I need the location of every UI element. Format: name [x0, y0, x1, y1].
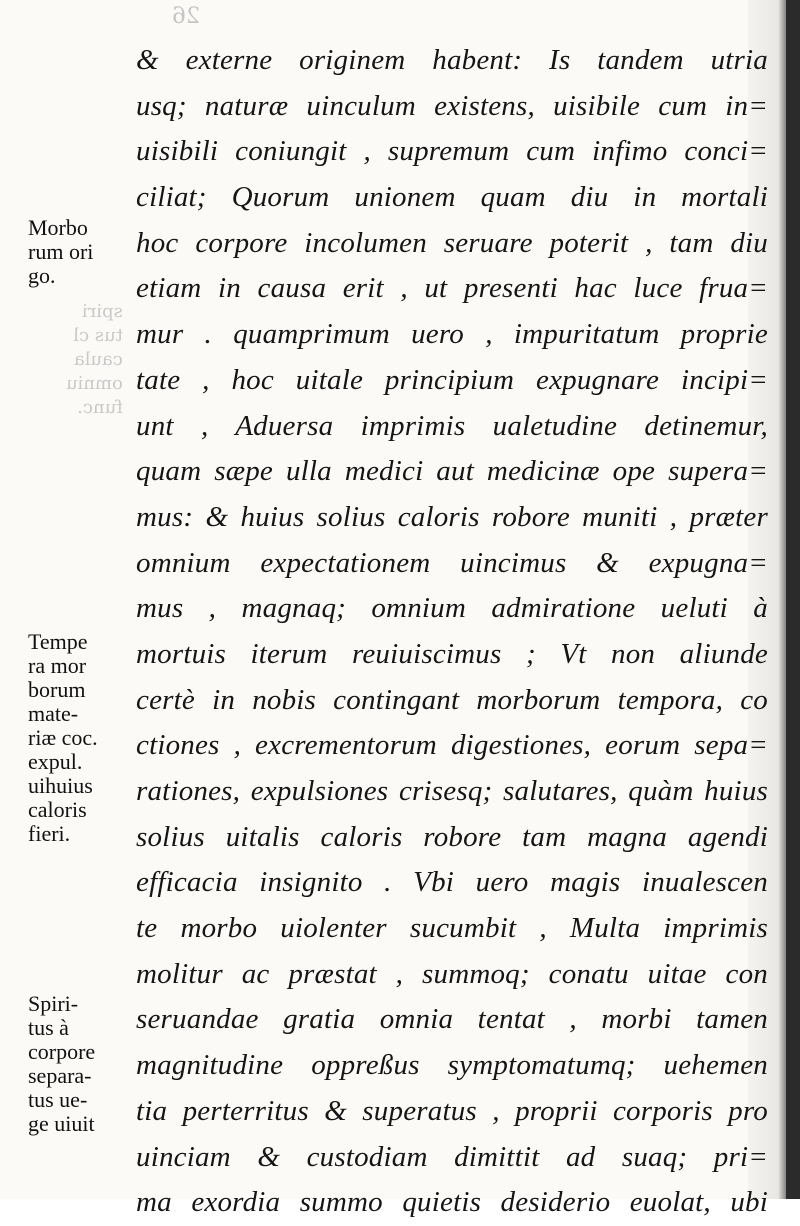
text-line: tate , hoc uitale principium expugnare incipi=: [136, 363, 768, 396]
margin-note-morborum-origo: [28, 216, 132, 288]
margin-note-line: fieri.: [28, 821, 71, 846]
bleed-through-margin: [66, 300, 123, 420]
margin-note-line: separa-: [28, 1063, 92, 1088]
margin-note-line: Spiri-: [28, 991, 79, 1016]
margin-note-line: ra mor: [28, 653, 87, 678]
main-text-block: [136, 38, 768, 1226]
margin-note-line: expul.: [28, 749, 83, 774]
margin-note-line: uihuius: [28, 773, 93, 798]
text-line: magnitudine oppreßus symptomatumq; uehemen: [136, 1049, 768, 1082]
bleed-through-line: spiri: [81, 301, 123, 322]
margin-note-line: rum ori: [28, 239, 94, 264]
text-line: etiam in causa erit , ut presenti hac luce frua=: [136, 272, 768, 305]
text-line: te morbo uiolenter sucumbit , Multa imprimis: [136, 912, 768, 945]
margin-note-line: Morbo: [28, 215, 88, 240]
text-line: certè in nobis contingant morborum tempora, co: [136, 683, 768, 716]
text-line: usq; naturæ uinculum existens, uisibile cum in=: [136, 89, 768, 122]
bleed-through-line: caula: [73, 349, 123, 370]
margin-note-line: corpore: [28, 1039, 96, 1064]
margin-note-spiritus: [28, 992, 132, 1136]
bleed-through-line: tus cl: [73, 325, 123, 346]
text-line: quam sæpe ulla medici aut medicinæ ope supera=: [136, 455, 768, 488]
bleed-through-line: func.: [77, 397, 123, 418]
text-line: seruandae gratia omnia tentat , morbi tamen: [136, 1003, 768, 1036]
margin-note-line: mate-: [28, 701, 79, 726]
text-line: solius uitalis caloris robore tam magna agendi: [136, 820, 768, 853]
text-line: mortuis iterum reuiuiscimus ; Vt non aliunde: [136, 637, 768, 670]
margin-note-line: ge uiuit: [28, 1111, 95, 1136]
text-line: mus , magnaq; omnium admiratione ueluti à: [136, 592, 768, 625]
text-line: uinciam & custodiam dimittit ad suaq; pri=: [136, 1140, 768, 1173]
margin-note-tempora-morborum: [28, 630, 132, 846]
text-line: molitur ac præstat , summoq; conatu uitae con: [136, 957, 768, 990]
text-line: mur . quamprimum uero , impuritatum proprie: [136, 318, 768, 351]
text-line: efficacia insignito . Vbi uero magis inualescen: [136, 866, 768, 899]
margin-note-line: borum: [28, 677, 86, 702]
text-line: mus: & huius solius caloris robore muniti , præter: [136, 500, 768, 533]
text-line: omnium expectationem uincimus & expugna=: [136, 546, 768, 579]
page-edge-shadow: [786, 0, 800, 1199]
text-line: tia perterritus & superatus , proprii corporis pro: [136, 1094, 768, 1127]
bleed-through-page-number: 26: [172, 4, 200, 29]
margin-note-line: caloris: [28, 797, 87, 822]
text-line: rationes, expulsiones crisesq; salutares, quàm huius: [136, 775, 768, 807]
text-line: ctiones , excrementorum digestiones, eorum sepa=: [136, 729, 768, 762]
margin-note-line: tus à: [28, 1015, 69, 1040]
text-line: & externe originem habent: Is tandem utria: [136, 44, 768, 76]
margin-note-line: tus ue-: [28, 1087, 88, 1112]
margin-note-line: riæ coc.: [28, 725, 98, 750]
text-line: hoc corpore incolumen seruare poterit , tam diu: [136, 226, 768, 259]
text-line: ciliat; Quorum unionem quam diu in mortali: [136, 181, 768, 214]
margin-note-line: Tempe: [28, 629, 88, 654]
bleed-through-line: omniu: [66, 373, 123, 394]
text-line: unt , Aduersa imprimis ualetudine detinemur,: [136, 409, 768, 442]
text-line: uisibili coniungit , supremum cum infimo conci=: [136, 135, 768, 168]
margin-note-line: go.: [28, 263, 56, 288]
text-line: ma exordia summo quietis desiderio euolat, ubi: [136, 1186, 768, 1219]
